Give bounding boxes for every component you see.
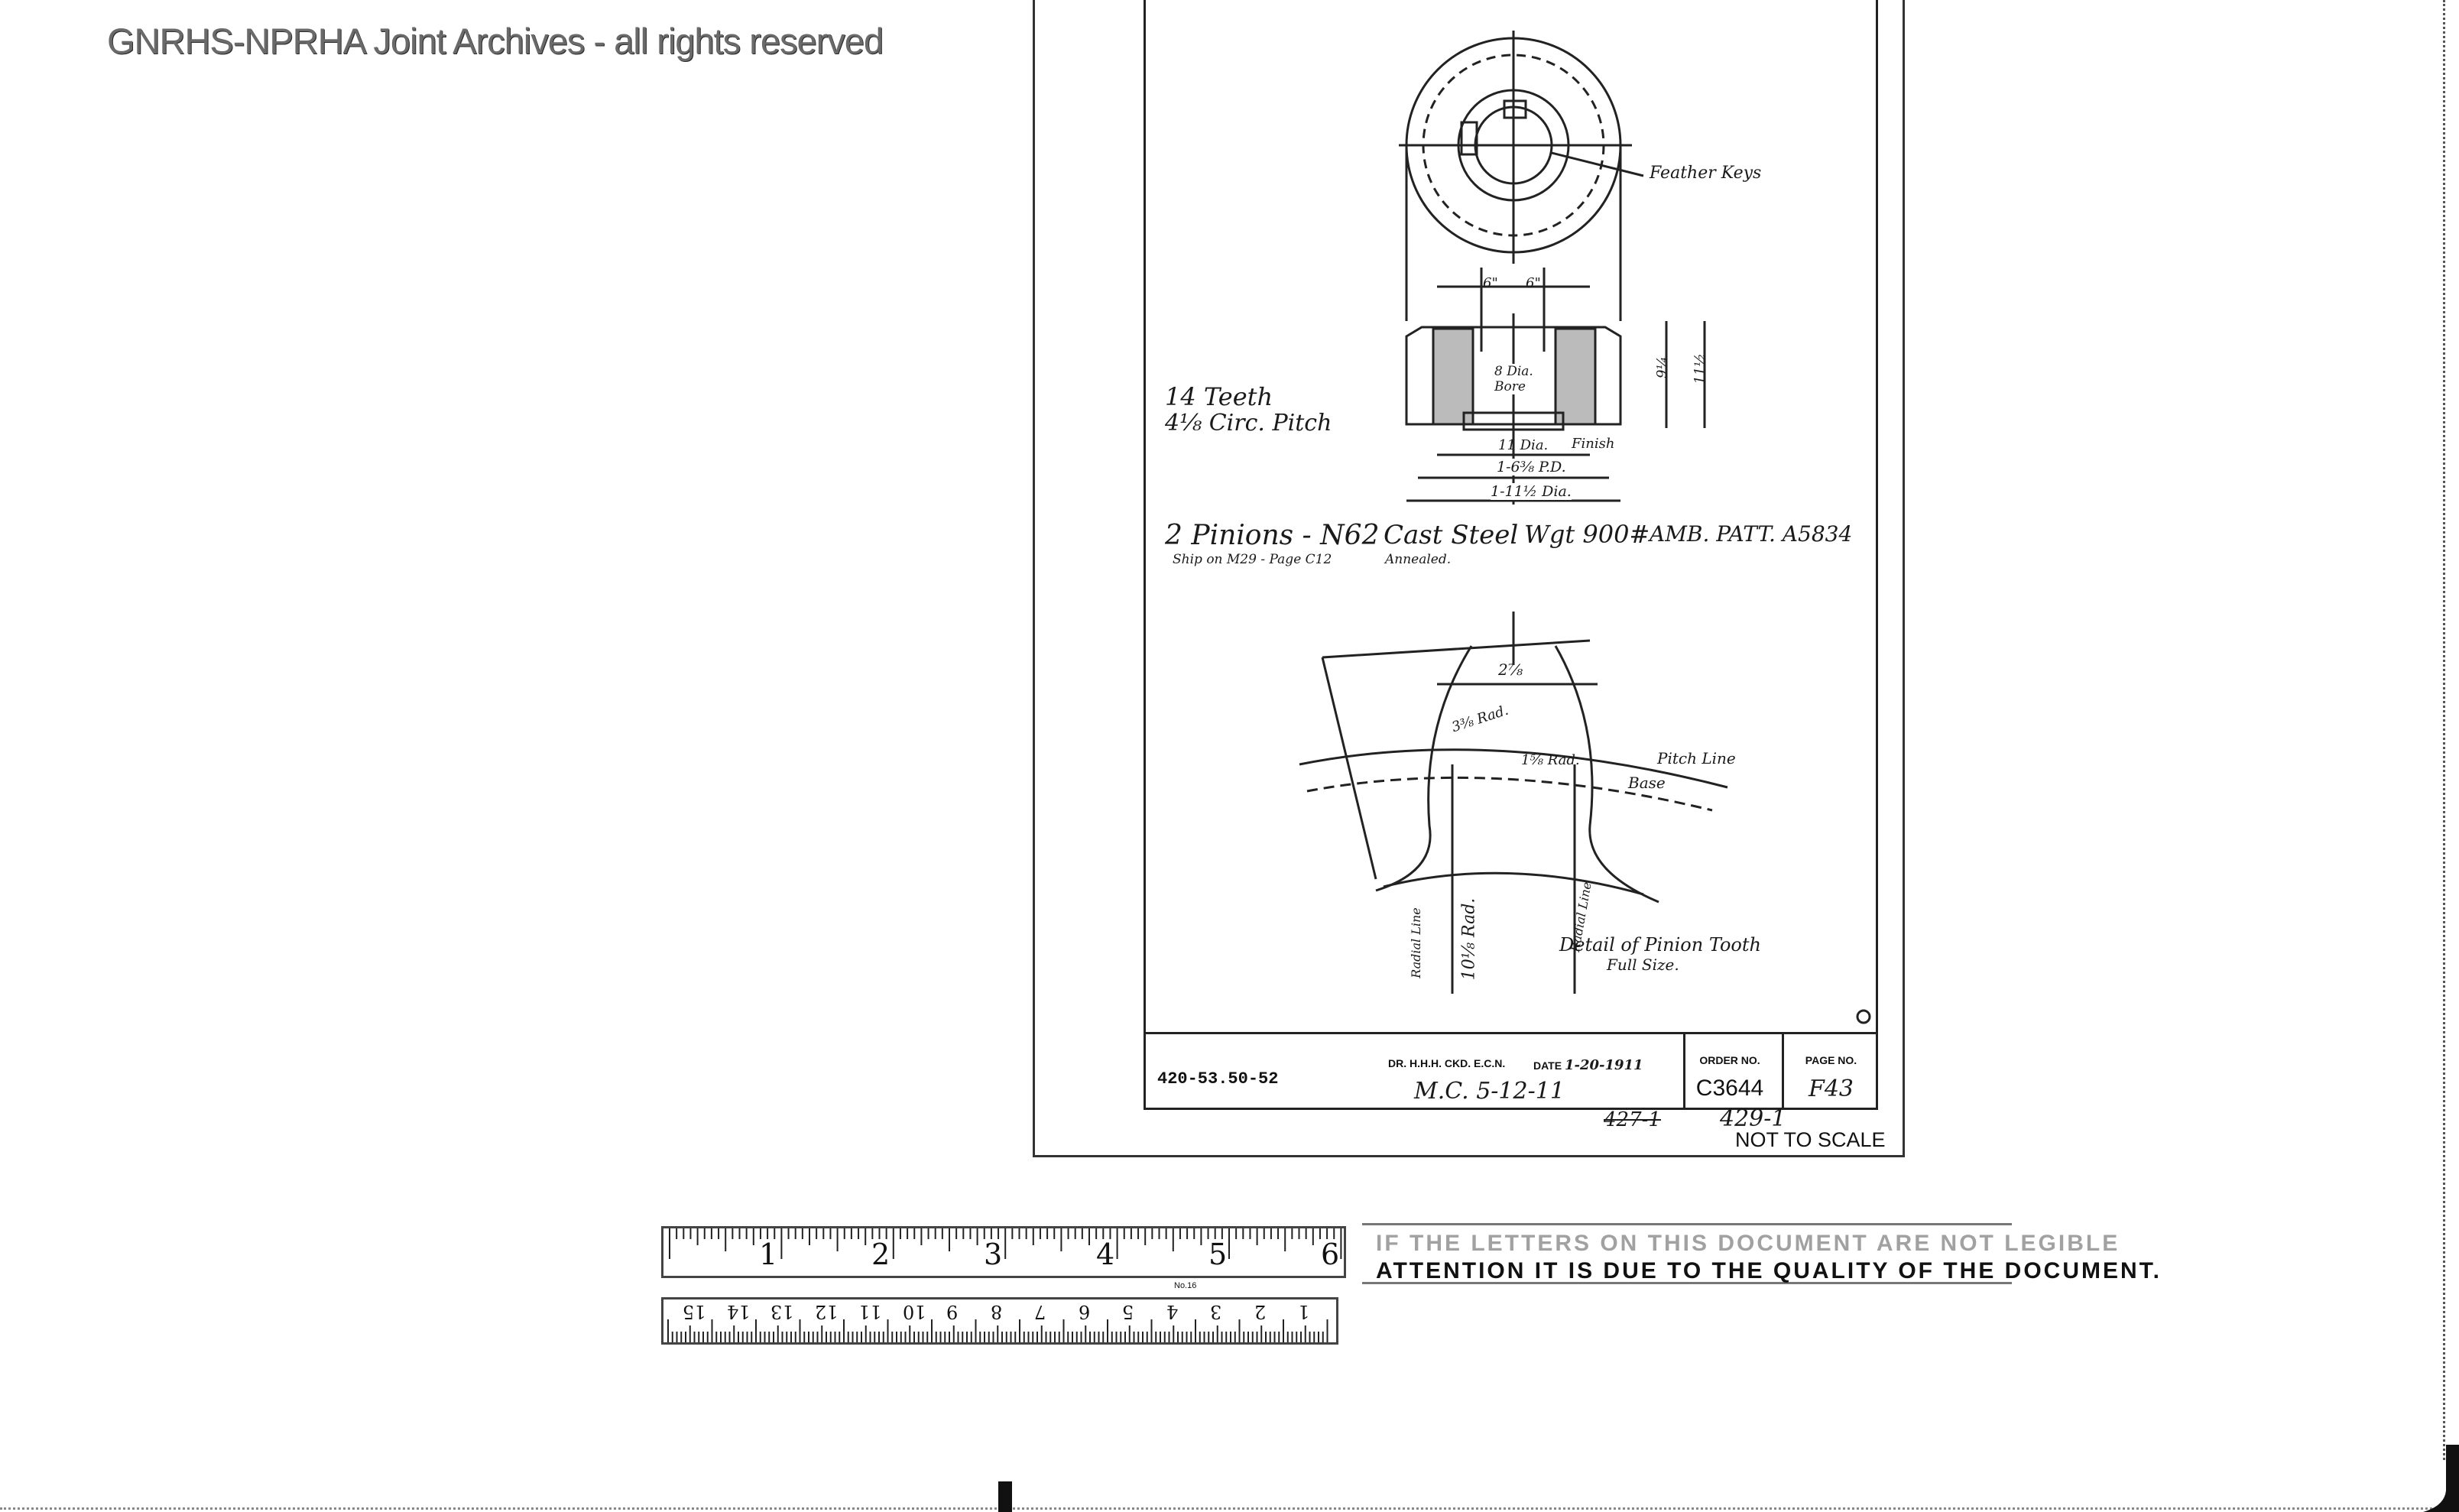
page-right-edge bbox=[2443, 0, 2448, 1460]
hub-right-dim: 6" bbox=[1526, 275, 1541, 291]
cm-label: 6 bbox=[1078, 1301, 1090, 1322]
inch-label: 6 bbox=[1321, 1238, 1340, 1271]
pitch-note: 4⅛ Circ. Pitch bbox=[1165, 410, 1332, 436]
cm-label: 9 bbox=[946, 1301, 959, 1322]
registration-mark bbox=[1857, 1011, 1870, 1023]
initials-signature: M.C. 5-12-11 bbox=[1414, 1078, 1565, 1105]
cm-label: 12 bbox=[814, 1301, 839, 1322]
cm-label: 15 bbox=[683, 1301, 706, 1322]
feather-keys-label: Feather Keys bbox=[1650, 164, 1762, 183]
cm-label: 5 bbox=[1122, 1301, 1134, 1322]
cm-label: 7 bbox=[1034, 1301, 1046, 1322]
bore-dim: 8 Dia. Bore bbox=[1494, 364, 1548, 394]
detail-title: Detail of Pinion Tooth bbox=[1559, 934, 1761, 956]
pattern-label: AMB. PATT. A5834 bbox=[1650, 521, 1853, 547]
order-cell bbox=[1683, 1034, 1774, 1110]
order-number: C3644 bbox=[1695, 1076, 1764, 1101]
hub-left-dim: 6" bbox=[1483, 275, 1498, 291]
base-line-label: Base bbox=[1628, 774, 1666, 792]
inch-label: 2 bbox=[871, 1238, 890, 1271]
tooth-left-flank bbox=[1376, 646, 1471, 891]
hub-dia-dim: 11 Dia. bbox=[1498, 437, 1549, 453]
date-field: DATE 1-20-1911 bbox=[1533, 1057, 1643, 1073]
inch-ruler bbox=[661, 1226, 1346, 1278]
pitch-line-label: Pitch Line bbox=[1657, 749, 1736, 767]
inch-label: 5 bbox=[1208, 1238, 1228, 1271]
detail-scale: Full Size. bbox=[1607, 956, 1679, 974]
inch-label: 4 bbox=[1096, 1238, 1115, 1271]
ship-note: Ship on M29 - Page C12 bbox=[1173, 552, 1332, 567]
revised-number: 429-1 bbox=[1720, 1105, 1786, 1132]
cm-label: 1 bbox=[1298, 1301, 1310, 1322]
keyway-top bbox=[1504, 101, 1526, 118]
face-dim: 9¼ bbox=[1653, 356, 1670, 378]
drawn-by: DR. H.H.H. CKD. E.C.N. bbox=[1388, 1057, 1506, 1069]
hatch-left bbox=[1433, 329, 1473, 424]
material-label: Cast Steel bbox=[1384, 520, 1519, 550]
page-label: PAGE NO. bbox=[1805, 1054, 1857, 1066]
radial-line-right: Radial Line bbox=[1567, 881, 1594, 953]
cm-label: 11 bbox=[858, 1301, 882, 1322]
weight-label: Wgt 900# bbox=[1524, 520, 1650, 549]
cm-ruler bbox=[661, 1297, 1338, 1345]
annealed-note: Annealed. bbox=[1385, 552, 1452, 567]
page-bottom-edge bbox=[0, 1507, 2459, 1512]
cm-label: 8 bbox=[990, 1301, 1002, 1322]
teeth-note: 14 Teeth bbox=[1165, 382, 1273, 411]
page-number: F43 bbox=[1809, 1076, 1854, 1102]
inch-label: 3 bbox=[984, 1238, 1003, 1271]
outside-dia-dim: 1-11½ Dia. bbox=[1491, 483, 1572, 500]
cm-label: 13 bbox=[770, 1301, 794, 1322]
scale-note: NOT TO SCALE bbox=[1735, 1128, 1886, 1151]
tooth-width-dim: 2⅞ bbox=[1498, 660, 1523, 679]
ruler-brand: No.16 bbox=[1174, 1281, 1197, 1290]
height-dim: 11½ bbox=[1692, 353, 1708, 384]
struck-number: 427-1 bbox=[1604, 1108, 1661, 1131]
quality-notice-line-2: ATTENTION IT IS DUE TO THE QUALITY OF THE DOCUMENT. bbox=[1376, 1258, 2162, 1283]
order-label: ORDER NO. bbox=[1699, 1054, 1760, 1066]
cm-label: 4 bbox=[1166, 1301, 1178, 1322]
face-rad-dim: 10⅛ Rad. bbox=[1459, 897, 1479, 981]
binder-clip-mark bbox=[998, 1481, 1012, 1512]
cm-label: 2 bbox=[1254, 1301, 1266, 1322]
pitch-dia-dim: 1-6⅜ P.D. bbox=[1497, 459, 1566, 475]
tooth-top-edge bbox=[1322, 641, 1590, 657]
hatch-right bbox=[1556, 329, 1595, 424]
cm-label: 14 bbox=[726, 1301, 751, 1322]
cm-label: 3 bbox=[1210, 1301, 1222, 1322]
drawing-title: 2 Pinions - N62 bbox=[1165, 520, 1380, 551]
finish-label: Finish bbox=[1572, 436, 1615, 452]
cm-label: 10 bbox=[902, 1301, 926, 1322]
flank-rad-dim: 1⅝ Rad. bbox=[1521, 752, 1580, 768]
root-circle bbox=[1384, 873, 1643, 894]
root-rad-dim: 3⅜ Rad. bbox=[1449, 702, 1510, 736]
radial-line-left: Radial Line bbox=[1408, 907, 1423, 978]
page-corner-curl bbox=[2423, 1445, 2459, 1512]
page-cell bbox=[1782, 1034, 1878, 1110]
drawing-number: 420-53.50-52 bbox=[1157, 1069, 1279, 1089]
archive-watermark: GNRHS-NPRHA Joint Archives - all rights reserved bbox=[107, 21, 884, 61]
quality-notice-line-1: IF THE LETTERS ON THIS DOCUMENT ARE NOT LEGIBLE bbox=[1376, 1231, 2120, 1256]
inch-label: 1 bbox=[759, 1238, 778, 1271]
